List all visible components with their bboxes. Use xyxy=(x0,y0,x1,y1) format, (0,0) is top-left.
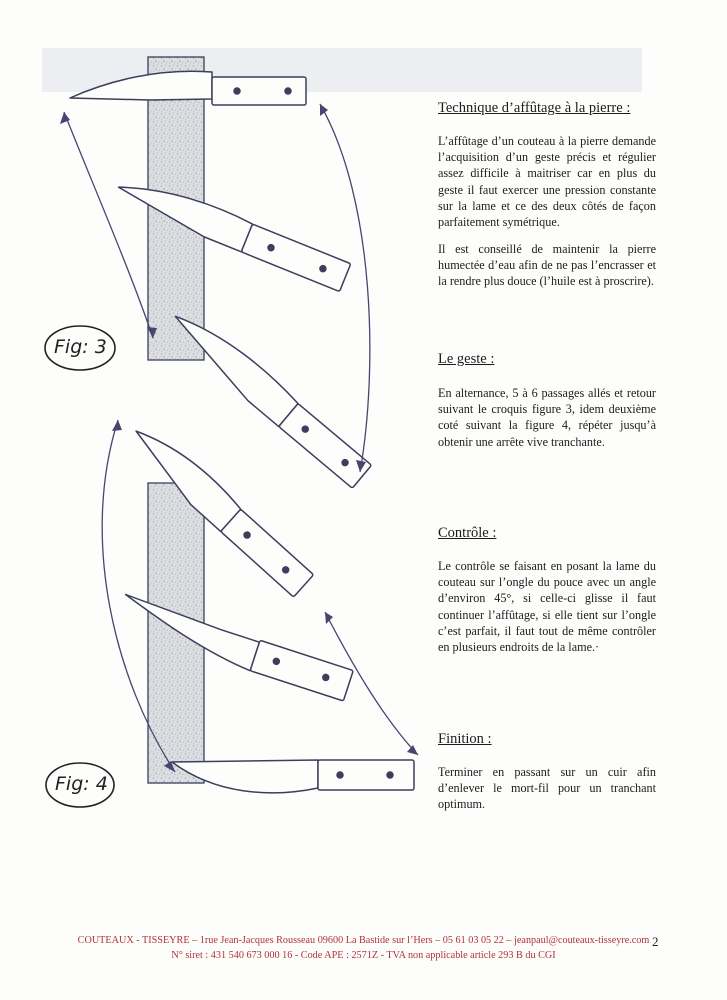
paragraph-finition: Terminer en passant sur un cuir afin d’enlever le mort-fil pour un tranchant optimum. xyxy=(438,765,656,812)
paragraph-controle: Le contrôle se faisant en posant la lame du couteau sur l’ongle du pouce avec un angle d’environ 45°, si celle-ci glisse il faut continuer l’affûtage, si elle tient sur l’ongle c’est parfait, il faut tout de même contrôler en plusieurs endroits de la lame.· xyxy=(438,559,656,655)
knife-position-3 xyxy=(164,304,374,488)
fig3-label: Fig: 3 xyxy=(54,336,107,358)
heading-technique: Technique d’affûtage à la pierre : xyxy=(438,100,631,116)
knife-position-6 xyxy=(172,760,414,793)
page-number: 2 xyxy=(652,934,659,949)
heading-geste: Le geste : xyxy=(438,351,495,367)
paragraph-technique-1: L’affûtage d’un couteau à la pierre demande l’acquisition d’un geste précis et régulier assez difficile à maitriser car en plus du geste il faut exercer une pression constante sur la lame et ce des deux côtés de façon parfaitement symétrique. xyxy=(438,134,656,230)
sharpening-illustration xyxy=(0,0,430,830)
fig4-label: Fig: 4 xyxy=(55,773,108,795)
heading-finition: Finition : xyxy=(438,731,492,747)
footer-address: COUTEAUX - TISSEYRE – 1rue Jean-Jacques Rousseau 09600 La Bastide sur l’Hers – 05 61 03 05 22 – jeanpaul@couteaux-tisseyre.com xyxy=(77,935,650,946)
footer-legal: N° siret : 431 540 673 000 16 - Code APE : 2571Z - TVA non applicable article 293 B du CGI xyxy=(171,950,556,961)
arrow-fig3-right xyxy=(320,104,370,472)
heading-controle: Contrôle : xyxy=(438,525,497,541)
knife-position-1 xyxy=(70,71,306,105)
arrow-fig3-left xyxy=(64,112,153,338)
paragraph-technique-2: Il est conseillé de maintenir la pierre humectée d’eau afin de ne pas l’encrasser et la rendre plus douce (l’huile est à proscrire). xyxy=(438,242,656,289)
paragraph-geste: En alternance, 5 à 6 passages allés et retour suivant le croquis figure 3, idem deuxième coté suivant la figure 4, répéter jusqu’à obtenir une arrête vive tranchante. xyxy=(438,386,656,449)
